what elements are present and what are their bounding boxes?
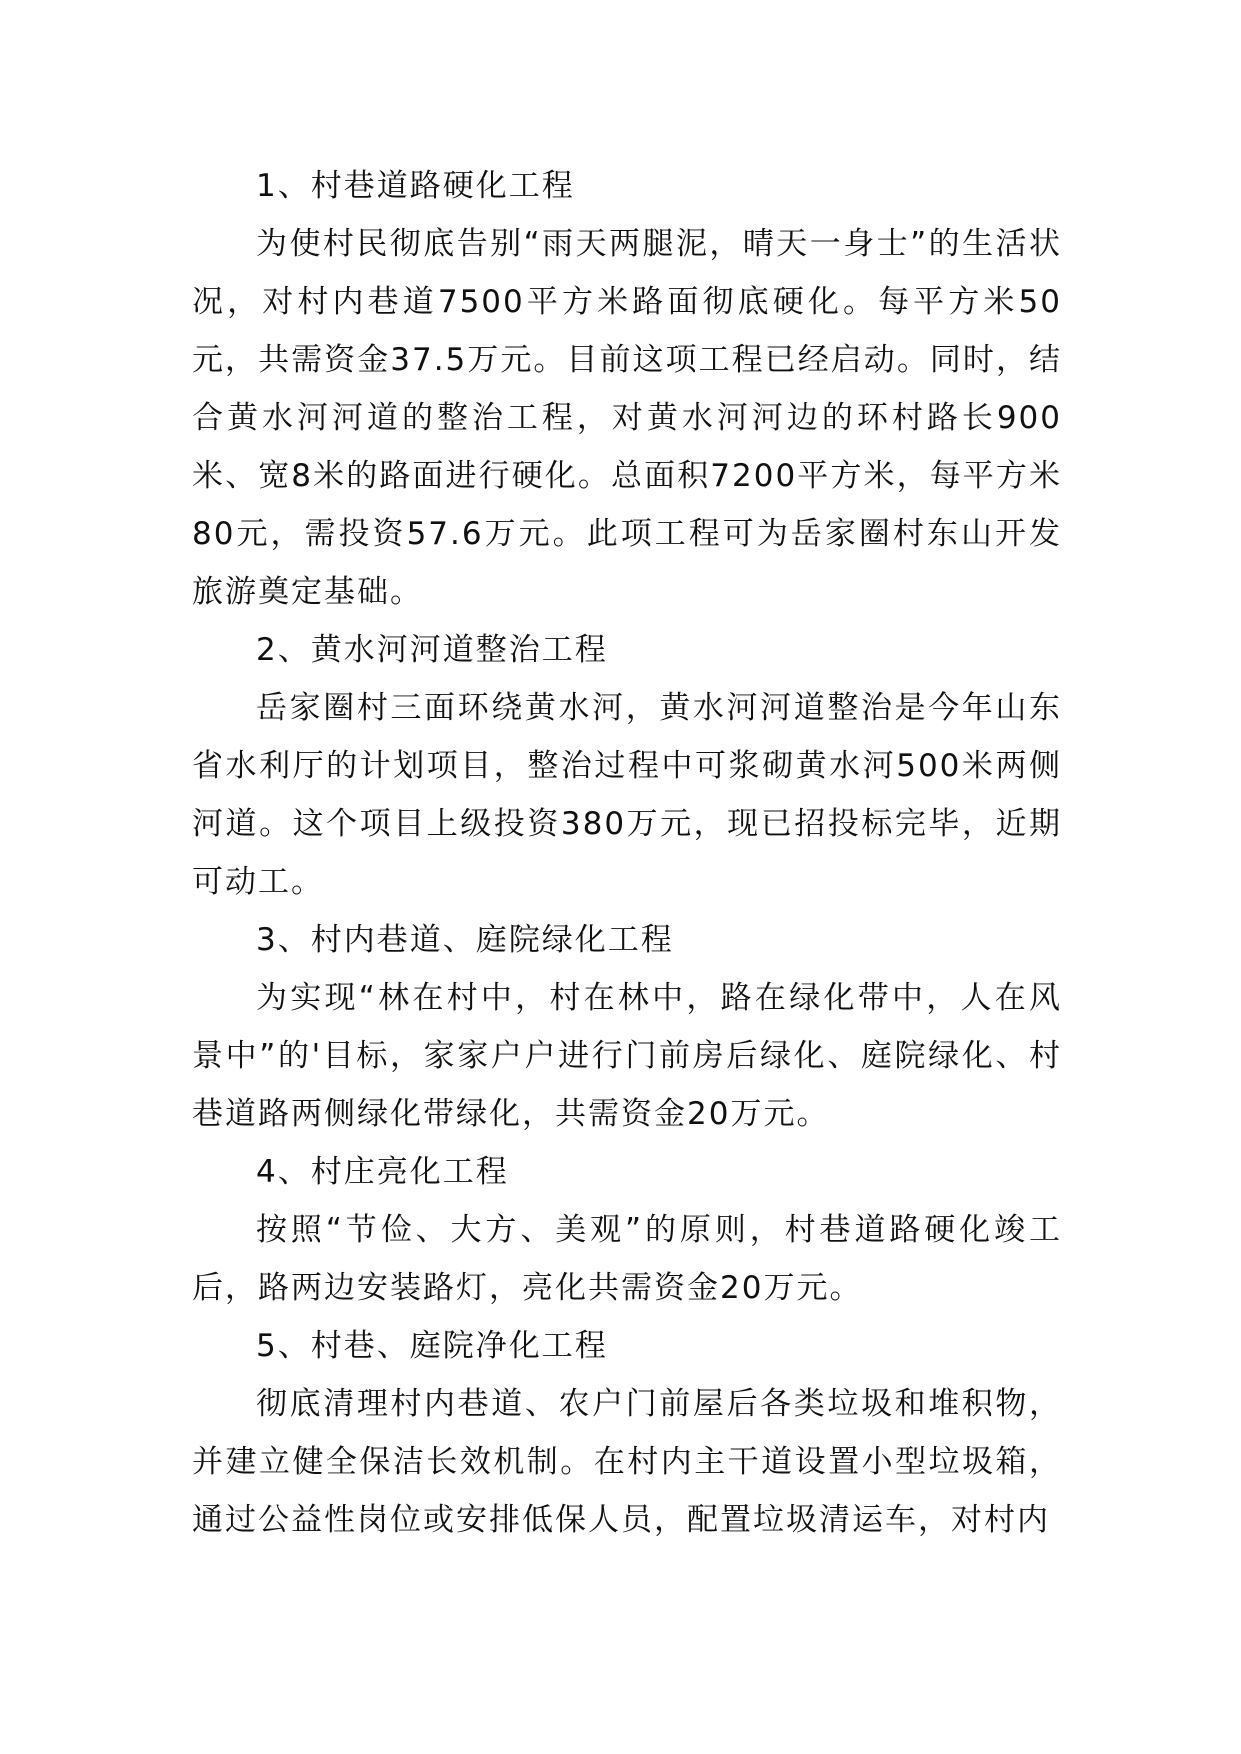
section-heading-1: 1、村巷道路硬化工程 — [256, 168, 575, 204]
section-heading-2: 2、黄水河河道整治工程 — [256, 632, 608, 668]
section-body-2: 岳家圈村三面环绕黄水河，黄水河河道整治是今年山东省水利厅的计划项目，整治过程中可浆砌黄水河500米两侧河道。这个项目上级投资380万元，现已招投标完毕，近期可动工。 — [192, 690, 1062, 900]
section-heading-3: 3、村内巷道、庭院绿化工程 — [256, 922, 674, 958]
section-body-1: 为使村民彻底告别“雨天两腿泥，晴天一身士”的生活状况，对村内巷道7500平方米路面彻底硬化。每平方米50元，共需资金37.5万元。目前这项工程已经启动。同时，结合黄水河河道的整治工程，对黄水河河边的环村路长900米、宽8米的路面进行硬化。总面积7200平方米，每平方米80元，需投资57.6万元。此项工程可为岳家圈村东山开发旅游奠定基础。 — [192, 226, 1062, 610]
section-body-4: 按照“节俭、大方、美观”的原则，村巷道路硬化竣工后，路两边安装路灯，亮化共需资金20万元。 — [192, 1212, 1062, 1306]
section-body-3: 为实现“林在村中，村在林中，路在绿化带中，人在风景中”的'目标，家家户户进行门前房后绿化、庭院绿化、村巷道路两侧绿化带绿化，共需资金20万元。 — [192, 980, 1062, 1132]
document-content — [192, 157, 1062, 1549]
section-heading-5: 5、村巷、庭院净化工程 — [256, 1328, 608, 1364]
section-heading-4: 4、村庄亮化工程 — [256, 1154, 509, 1190]
section-body-5: 彻底清理村内巷道、农户门前屋后各类垃圾和堆积物，并建立健全保洁长效机制。在村内主干道设置小型垃圾箱，通过公益性岗位或安排低保人员，配置垃圾清运车，对村内 — [192, 1386, 1062, 1538]
